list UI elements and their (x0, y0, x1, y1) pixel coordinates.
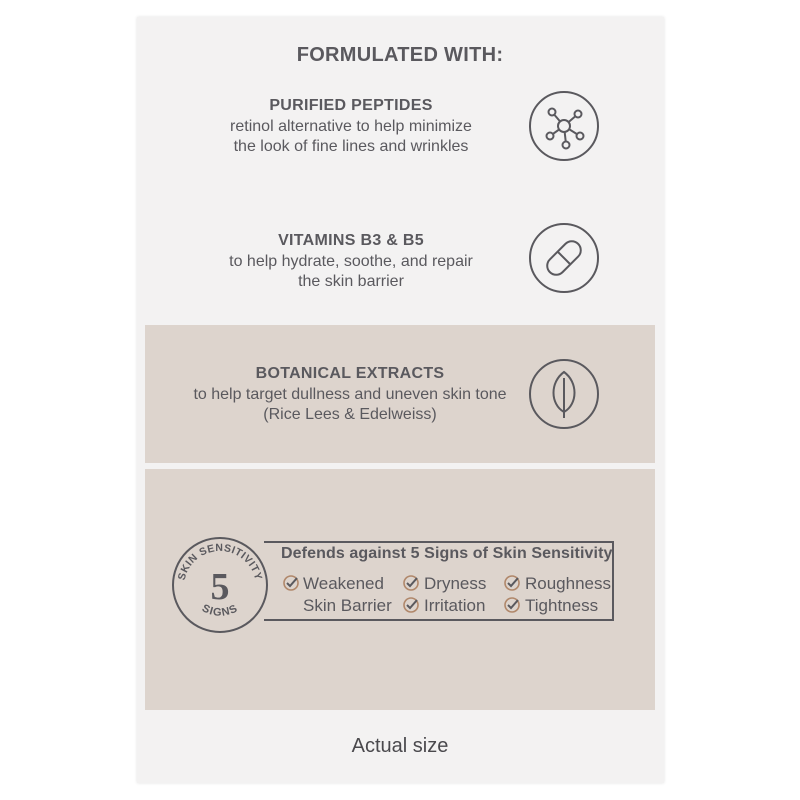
feature-desc-line1: to help hydrate, soothe, and repair (229, 253, 473, 270)
feature-desc-line2: (Rice Lees & Edelweiss) (263, 406, 437, 423)
molecule-icon (528, 90, 600, 162)
badge-bottom-text: SIGNS (199, 602, 241, 619)
check-icon (402, 574, 420, 592)
feature-desc-line1: retinol alternative to help minimize (230, 118, 472, 135)
badge-top-text: SKIN SENSITIVITY (175, 541, 265, 582)
check-icon (503, 574, 521, 592)
feature-peptides (200, 97, 502, 157)
sign-irritation: Irritation (424, 596, 486, 615)
sign-weakened: Weakened (303, 574, 384, 593)
feature-vitamins (200, 232, 502, 292)
feature-desc-line2: the look of fine lines and wrinkles (233, 138, 469, 155)
badge-number: 5 (210, 566, 230, 608)
five-signs-badge (170, 535, 270, 635)
formulated-heading: FORMULATED WITH: (296, 44, 504, 66)
actual-size-caption: Actual size (351, 735, 449, 757)
sign-dryness: Dryness (424, 574, 487, 593)
feature-title: BOTANICAL EXTRACTS (255, 365, 445, 382)
check-icon (503, 596, 521, 614)
sign-skin-barrier: Skin Barrier (303, 596, 392, 615)
sign-tightness: Tightness (525, 596, 599, 615)
check-icon (402, 596, 420, 614)
feature-desc-line1: to help target dullness and uneven skin tone (193, 386, 507, 403)
sign-roughness: Roughness (525, 574, 612, 593)
feature-botanical (180, 365, 520, 425)
capsule-icon (528, 222, 600, 294)
feature-title: PURIFIED PEPTIDES (269, 97, 433, 114)
defends-title: Defends against 5 Signs of Skin Sensitivity (281, 545, 613, 562)
check-icon (282, 574, 300, 592)
feature-title: VITAMINS B3 & B5 (278, 232, 424, 249)
leaf-icon (528, 358, 600, 430)
feature-desc-line2: the skin barrier (298, 273, 404, 290)
